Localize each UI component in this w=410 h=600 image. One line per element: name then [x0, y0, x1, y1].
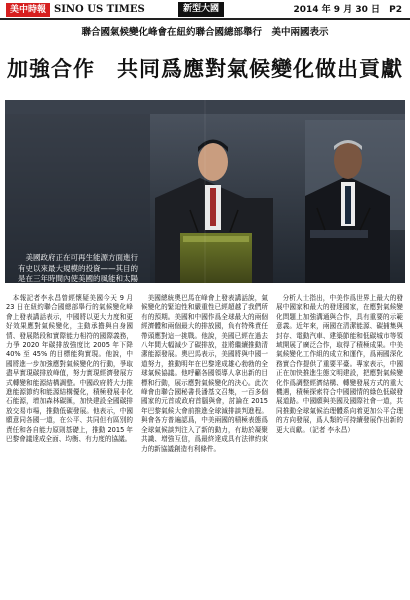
article-column-2 — [141, 294, 268, 594]
article-column-3 — [276, 294, 403, 594]
article-text-3: 分析人士指出，中美作爲世界上最大的發展中國家和最大的發達國家，在應對氣候變化問題上加強溝通與合作，具有重要的示範意義。近年來，兩國在清潔能源、碳捕集與封存、電動汽車、建築節能和低碳城市等領域開展了廣泛合作，取得了積極成果。中美氣候變化工作組的成立和運作，爲兩國深化務實合作提供了重要平臺。專家表示，中國正在加快推進生態文明建設，把應對氣候變化作爲調整經濟結構、轉變發展方式的重大機遇，積極探索符合中國國情的綠色低碳發展道路。中國願與美國及國際社會一道，共同推動全球氣候治理體系向着更加公平合理的方向發展，爲人類的可持續發展作出新的更大貢獻。（記者 李永昌） — [276, 294, 403, 434]
issue-date: 2014 年 9 月 30 日 — [293, 5, 380, 15]
article-text-1: 本報記者李永昌曾經懷疑美國今天 9 月 23 日在紐約聯合國總部舉行的氣候變化峰會上發表講話表示，中國將以更大力度和更好效果應對氣候變化，主動承擔與自身國情、發展階段和實際能力相符的國際義務，力爭 2020 年碳排放強度比 2005 年下降 40% 至 45% 的目標能夠實現。他說，中國將進一步加強應對氣候變化的行動，爭取盡早實現碳排放峰值，努力實現經濟發展方式轉變和能源結構調整。中國政府將大力推進能源節約和能源結構優化，積極發展非化石能源，增加森林碳匯，加快建設全國碳排放交易市場，推動低碳發展。他表示，中國願意同各國一道，在公平、共同但有區別的責任和各自能力原則基礎上，推動 2015 年巴黎會議達成全面、均衡、有力度的協議。 — [6, 294, 133, 444]
caption-paragraph-us: 美國政府正在可再生能源方面進行有史以來最大規模的投資——其目的是在三年時間內使美國的風能和太陽 — [18, 253, 138, 283]
photo-caption — [18, 253, 142, 283]
newspaper-brand: SINO US TIMES — [54, 4, 145, 15]
article-text-2: 美國總統奧巴馬在峰會上發表講話說，氣候變化的緊迫性和嚴重性已經超越了我們所有的預期。美國和中國作爲全球最大的兩個經濟體和兩個最大的排放國，負有特殊責任帶頭應對這一挑戰。他說，美國已經在過去八年間大幅減少了碳排放，並將繼續推動清潔能源發展。奧巴馬表示，美國將與中國一道努力，推動明年在巴黎達成雄心勃勃的全球氣候協議。他呼籲各國領導人拿出新的目標和行動，展示應對氣候變化的決心。此次峰會由聯合國秘書長潘基文召集，一百多個國家的元首或政府首腦與會，討論在 2015 年巴黎氣候大會前推進全球減排談判進程。與會各方普遍認爲，中美兩國的積極表態爲全球氣候談判注入了新的動力，有助於凝聚共識、增強互信，爲最終達成具有法律約束力的新協議創造有利條件。 — [141, 294, 268, 453]
article-body — [6, 294, 404, 594]
article-column-1 — [6, 294, 133, 594]
newspaper-logo: 美中時報 — [6, 3, 50, 17]
page-number: P2 — [389, 5, 402, 15]
dateline — [287, 4, 402, 16]
news-photo — [5, 100, 405, 283]
masthead — [0, 0, 410, 20]
headline: 加強合作 共同爲應對氣候變化做出貢獻 — [7, 57, 403, 81]
section-tag: 新型大國 — [178, 2, 224, 17]
subheadline: 聯合國氣候變化峰會在紐約聯合國總部舉行 美中兩國表示 — [81, 27, 329, 38]
